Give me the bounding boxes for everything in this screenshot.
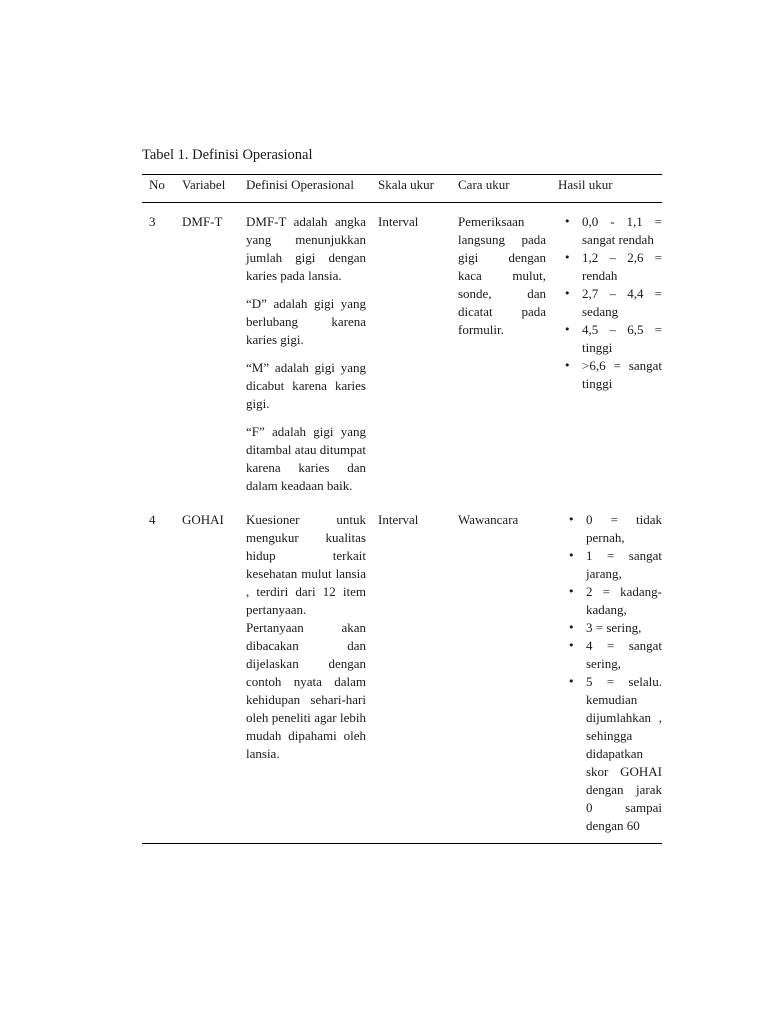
cell-skala: Interval: [378, 512, 419, 527]
cell-hasil: [558, 203, 662, 506]
definisi-paragraph: “F” adalah gigi yang ditambal atau ditumpat karena karies dan dalam keadaan baik.: [246, 424, 366, 493]
list-item: • 0 = tidak pernah,: [586, 511, 662, 547]
list-item: • 3 = sering,: [586, 619, 662, 637]
list-item: • 2,7 – 4,4 = sedang: [582, 285, 662, 321]
hasil-list: [558, 213, 662, 393]
header-cara: Cara ukur: [458, 177, 510, 192]
list-item: • 5 = selalu. kemudian dijumlahkan , sehingga didapatkan skor GOHAI dengan jarak 0 sampai dengan 60: [586, 673, 662, 835]
definisi-paragraph: “M” adalah gigi yang dicabut karena karies gigi.: [246, 360, 366, 411]
cell-hasil: [558, 505, 662, 844]
header-hasil: Hasil ukur: [558, 177, 613, 192]
header-skala: Skala ukur: [378, 177, 434, 192]
cell-definisi: [246, 203, 378, 506]
cell-no: 3: [149, 214, 156, 229]
table-header-row: [142, 175, 662, 203]
list-item: • 2 = kadang-kadang,: [586, 583, 662, 619]
cell-skala: Interval: [378, 214, 419, 229]
cell-cara: Pemeriksaan langsung pada gigi dengan kaca mulut, sonde, dan dicatat pada formulir.: [458, 214, 546, 337]
cell-variabel: DMF-T: [182, 214, 223, 229]
header-variabel: Variabel: [182, 177, 226, 192]
table-caption: Tabel 1. Definisi Operasional: [142, 147, 313, 163]
document-page: [142, 146, 662, 844]
list-item: • 4 = sangat sering,: [586, 637, 662, 673]
operational-definition-table: [142, 174, 662, 844]
hasil-list: [562, 511, 662, 835]
cell-no: 4: [149, 512, 156, 527]
list-item: • 4,5 – 6,5 = tinggi: [582, 321, 662, 357]
definisi-paragraph: DMF-T adalah angka yang menunjukkan jumlah gigi dengan karies pada lansia.: [246, 214, 366, 283]
header-no: No: [149, 177, 165, 192]
table-row: [142, 203, 662, 506]
cell-cara: Wawancara: [458, 512, 519, 527]
cell-variabel: GOHAI: [182, 512, 224, 527]
cell-definisi: [246, 505, 378, 844]
header-definisi: Definisi Operasional: [246, 177, 354, 192]
list-item: • >6,6 = sangat tinggi: [582, 357, 662, 393]
table-row: [142, 505, 662, 844]
list-item: • 1,2 – 2,6 = rendah: [582, 249, 662, 285]
definisi-paragraph: “D” adalah gigi yang berlubang karena karies gigi.: [246, 296, 366, 347]
list-item: • 0,0 - 1,1 = sangat rendah: [582, 213, 662, 249]
list-item: • 1 = sangat jarang,: [586, 547, 662, 583]
definisi-paragraph: Kuesioner untuk mengukur kualitas hidup terkait kesehatan mulut lansia , terdiri dari 12 item pertanyaan. Pertanyaan akan dibacakan dan dijelaskan dengan contoh nyata dalam kehidupan sehari-hari oleh peneliti agar lebih mudah dipahami oleh lansia.: [246, 512, 366, 761]
